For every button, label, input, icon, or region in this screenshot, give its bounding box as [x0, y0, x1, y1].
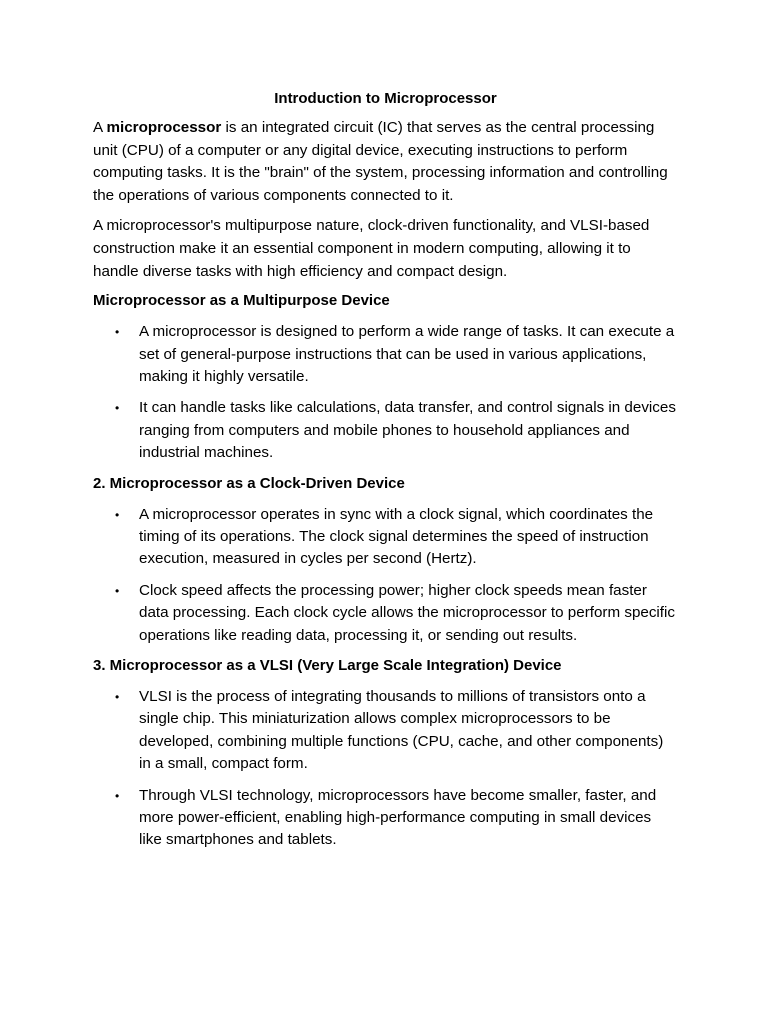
summary-paragraph: A microprocessor's multipurpose nature, clock-driven functionality, and VLSI-based construction make it an essential component in modern computing, allowing it to handle diverse tasks with high efficiency and compact design. — [93, 217, 650, 280]
intro-prefix: A — [93, 119, 107, 136]
list-item — [93, 321, 678, 388]
list-item-text: A microprocessor operates in sync with a clock signal, which coordinates the timing of its operations. The clock signal determines the speed of instruction execution, measured in cycles per second (Hertz). — [139, 505, 654, 568]
bullet-icon: • — [115, 401, 120, 416]
list-item-text: Through VLSI technology, microprocessors have become smaller, faster, and more power-efficient, enabling high-performance computing in small devices like smartphones and tablets. — [139, 786, 657, 849]
list-item-text: It can handle tasks like calculations, data transfer, and control signals in devices ranging from computers and mobile phones to household appliances and industrial machines. — [139, 399, 676, 462]
list-item-text: VLSI is the process of integrating thousands to millions of transistors onto a single chip. This miniaturization allows complex microprocessors to be developed, combining multiple functions (CPU, cache, and other components) in a small, compact form. — [139, 688, 664, 773]
section-heading-multipurpose: Microprocessor as a Multipurpose Device — [93, 292, 390, 310]
bullet-icon: • — [115, 788, 120, 803]
bullet-icon: • — [115, 690, 120, 705]
section-heading-vlsi: 3. Microprocessor as a VLSI (Very Large Scale Integration) Device — [93, 657, 562, 675]
list-item — [93, 504, 678, 571]
intro-paragraph — [93, 117, 678, 207]
bullet-list-vlsi — [93, 686, 678, 852]
list-item — [93, 785, 678, 852]
document-title: Introduction to Microprocessor — [274, 90, 497, 107]
bullet-icon: • — [115, 325, 120, 340]
section-heading-clock-driven: 2. Microprocessor as a Clock-Driven Device — [93, 474, 405, 492]
list-item — [93, 686, 678, 776]
list-item-text: A microprocessor is designed to perform a wide range of tasks. It can execute a set of general-purpose instructions that can be used in various applications, making it highly versatile. — [139, 323, 675, 385]
bullet-icon: • — [115, 507, 120, 522]
list-item — [93, 397, 678, 464]
intro-bold-term: microprocessor — [106, 119, 222, 136]
document-body — [93, 89, 678, 861]
list-item — [93, 580, 678, 647]
list-item-text: Clock speed affects the processing power; higher clock speeds mean faster data processing. Each clock cycle allows the microprocessor to perform specific operations like reading data, processing it, or sending out results. — [139, 581, 675, 644]
bullet-list-clock-driven — [93, 504, 678, 647]
intro-rest: is an integrated circuit (IC) that serves as the central processing unit (CPU) of a computer or any digital device, executing instructions to perform computing tasks. It is the "brain" of the system, processing information and controlling the operations of various components connected to it. — [93, 119, 668, 204]
bullet-icon: • — [115, 583, 120, 598]
bullet-list-multipurpose — [93, 321, 678, 464]
